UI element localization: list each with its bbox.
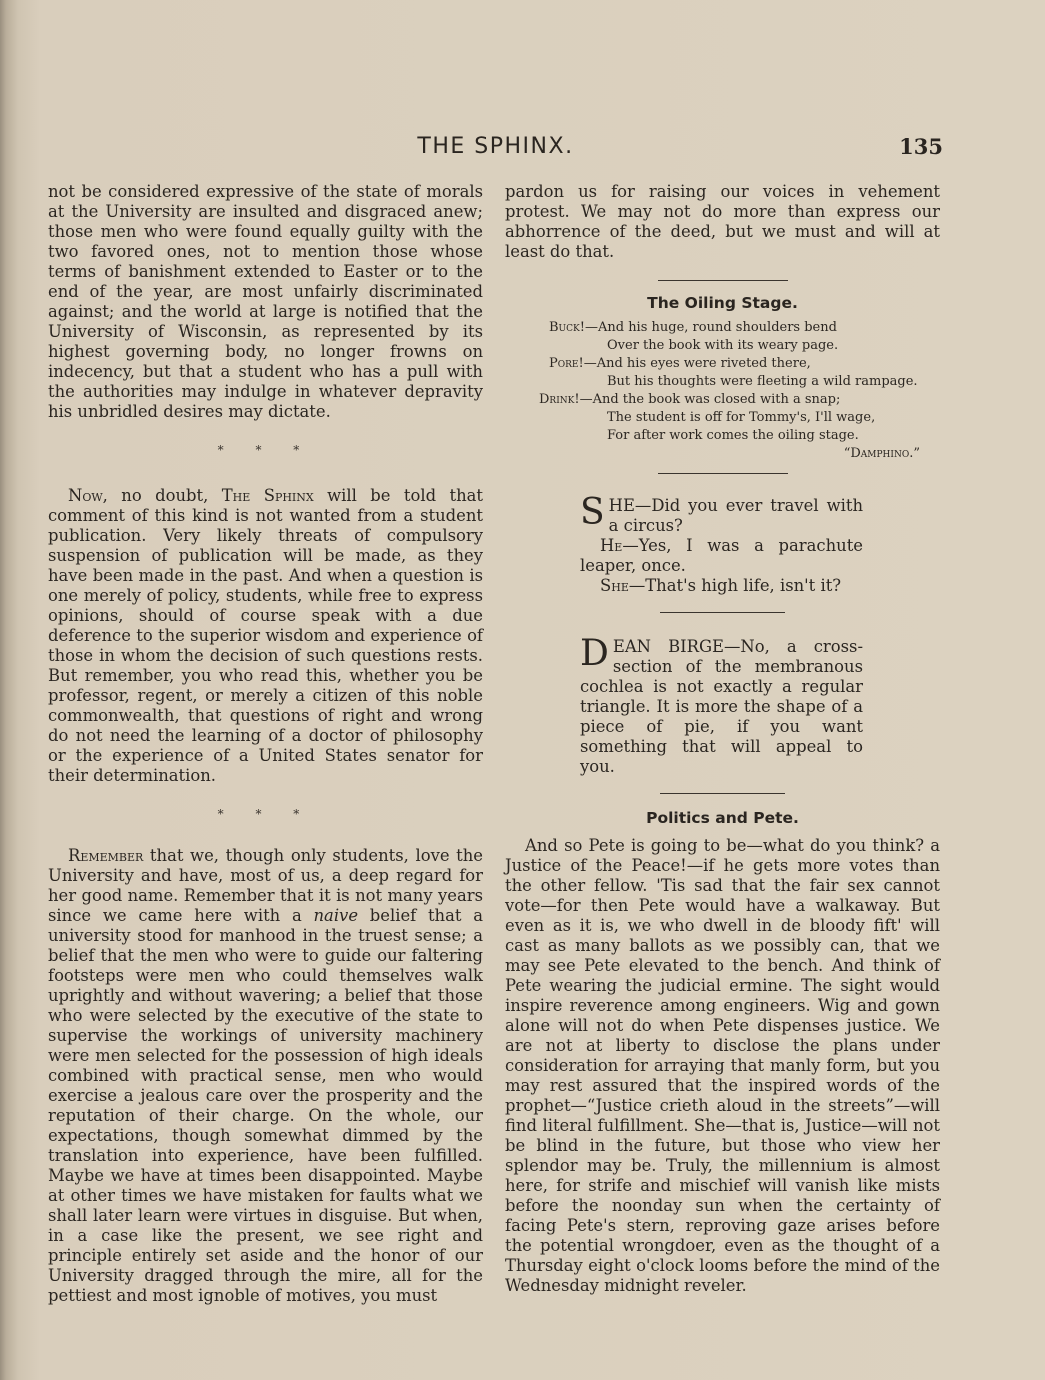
section-separator-2: * * *: [217, 807, 314, 821]
joke-1: [580, 492, 863, 596]
poem-line-5-text: !—And the book was closed with a snap;: [574, 392, 841, 407]
joke-1-reply: [580, 576, 863, 596]
page-title: THE SPHINX.: [417, 134, 574, 159]
poem-line-1: [505, 319, 940, 337]
poem-line-1-text: !—And his huge, round shoulders bend: [579, 320, 837, 335]
poem-title: The Oiling Stage.: [647, 294, 798, 312]
section-separator-1: * * *: [217, 443, 314, 457]
poem: [505, 319, 940, 463]
poem-line-5: [505, 391, 940, 409]
joke-2: [580, 633, 863, 777]
poem-line-7: For after work comes the oiling stage.: [607, 428, 859, 443]
right-column: [505, 182, 940, 1296]
left-paragraph-1: not be considered expressive of the state of morals at the University are insulted and disgraced anew; those men who were found equally guilty with the two favored ones, not to mention those whose terms of banishment extended to Easter or to the end of the year, are most unfairly discriminated against; and the world at large is notified that the University of Wisconsin, as represented by its highest governing body, no longer frowns on indecency, but that a student who has a pull with the authorities may indulge in whatever depravity his unbridled desires may dictate.: [48, 182, 483, 421]
poem-line-4: But his thoughts were fleeting a wild rampage.: [607, 374, 918, 389]
poem-line-3: [505, 355, 940, 373]
poem-line-2: Over the book with its weary page.: [607, 338, 839, 353]
politics-title: Politics and Pete.: [646, 809, 799, 827]
joke-2-text: [580, 633, 863, 777]
poem-line-6: The student is off for Tommy's, I'll wage,: [607, 410, 876, 425]
poem-line-3-lead: Pore: [549, 356, 579, 371]
left-paragraph-2: [48, 486, 483, 786]
para3-text-a: that we, though only students, love the University and have, most of us, a deep regard for her good name. Remember that it is not many years since we came here with a: [48, 846, 483, 925]
left-paragraph-3: [48, 846, 483, 1306]
para2-text-b: will be told that comment of this kind is not wanted from a student publication. Very likely threats of compulsory suspension of publication will be made, as they have been made in the past. And when a question is one merely of policy, students, while free to express opinions, should of course speak with a due deference to the superior wisdom and experience of those in whom the decision of such questions rests. But remember, you who read this, whether you be professor, regent, or merely a citizen of this noble commonwealth, that questions of right and wrong do not need the learning of a doctor of philosophy or the experience of a United States senator for their determination.: [48, 486, 483, 785]
joke-2-body: EAN BIRGE—No, a cross-section of the membranous cochlea is not exactly a regular triangle. It is more the shape of a piece of pie, if you want something that will appeal to you.: [580, 637, 863, 776]
poem-line-5-lead: Drink: [539, 392, 575, 407]
joke-1-he: He: [600, 536, 623, 555]
page-number: 135: [899, 134, 943, 159]
joke-2-dropcap: D: [580, 633, 609, 674]
para3-naive: naive: [313, 906, 359, 925]
para2-sphinx: The Sphinx: [221, 486, 314, 505]
poem-line-3-text: !—And his eyes were riveted there,: [578, 356, 811, 371]
poem-line-1-lead: Buck: [549, 320, 580, 335]
para2-lead: Now,: [68, 486, 108, 505]
para3-lead: Remember: [68, 846, 144, 865]
page-header: [48, 134, 943, 164]
joke-1-question: [580, 492, 863, 536]
joke-1-she-text: —That's high life, isn't it?: [628, 576, 842, 595]
poem-signature: “Damphino.”: [843, 446, 920, 461]
joke-1-dropcap: S: [580, 492, 605, 533]
para2-text-a: no doubt,: [107, 486, 222, 505]
politics-paragraph: And so Pete is going to be—what do you think? a Justice of the Peace!—if he gets more votes than the other fellow. 'Tis sad that the fair sex cannot vote—for then Pete would have a walkaway. But even as it is, we who dwell in de bloody fift' will cast as many ballots as we possibly can, that we may see Pete elevated to the bench. And think of Pete wearing the judicial ermine. The sight would inspire reverence among engineers. Wig and gown alone will not do when Pete dispenses justice. We are not at liberty to disclose the plans under consideration for arraying that manly form, but you may rest assured that the inspired words of the prophet—“Justice crieth aloud in the streets”—will find literal fulfillment. She—that is, Justice—will not be blind in the future, but those who view her splendor may be. Truly, the millennium is almost here, for strife and mischief will vanish like mists before the noonday sun when the certainty of facing Pete's stern, reproving gaze arises before the potential wrongdoer, even as the thought of a Thursday eight o'clock looms before the mind of the Wednesday midnight reveler.: [505, 836, 940, 1295]
joke-1-answer: [580, 536, 863, 576]
para3-text-b: belief that a university stood for manhood in the truest sense; a belief that the men who were to guide our faltering footsteps were men who could themselves walk uprightly and without wavering; a belief that those who were selected by the executive of the state to supervise the workings of university machinery were men selected for the possession of high ideals combined with practical sense, men who would exercise a jealous care over the prosperity and the reputation of their charge. On the whole, our expectations, though somewhat dimmed by the translation into experience, have been fulfilled. Maybe we have at times been disappointed. Maybe at other times we have mistaken for faults what we shall later learn were virtues in disguise. But when, in a case like the present, we see right and principle entirely set aside and the honor of our University dragged through the mire, all for the pettiest and most ignoble of motives, you must: [48, 906, 483, 1305]
joke-1-first-line: HE—Did you ever travel with a circus?: [608, 496, 863, 535]
joke-1-he-text: —Yes, I was a parachute leaper, once.: [580, 536, 863, 575]
right-paragraph-1: pardon us for raising our voices in vehement protest. We may not do more than express our abhorrence of the deed, but we must and will at least do that.: [505, 182, 940, 261]
left-column: [48, 182, 483, 1306]
joke-1-she: She: [600, 576, 629, 595]
